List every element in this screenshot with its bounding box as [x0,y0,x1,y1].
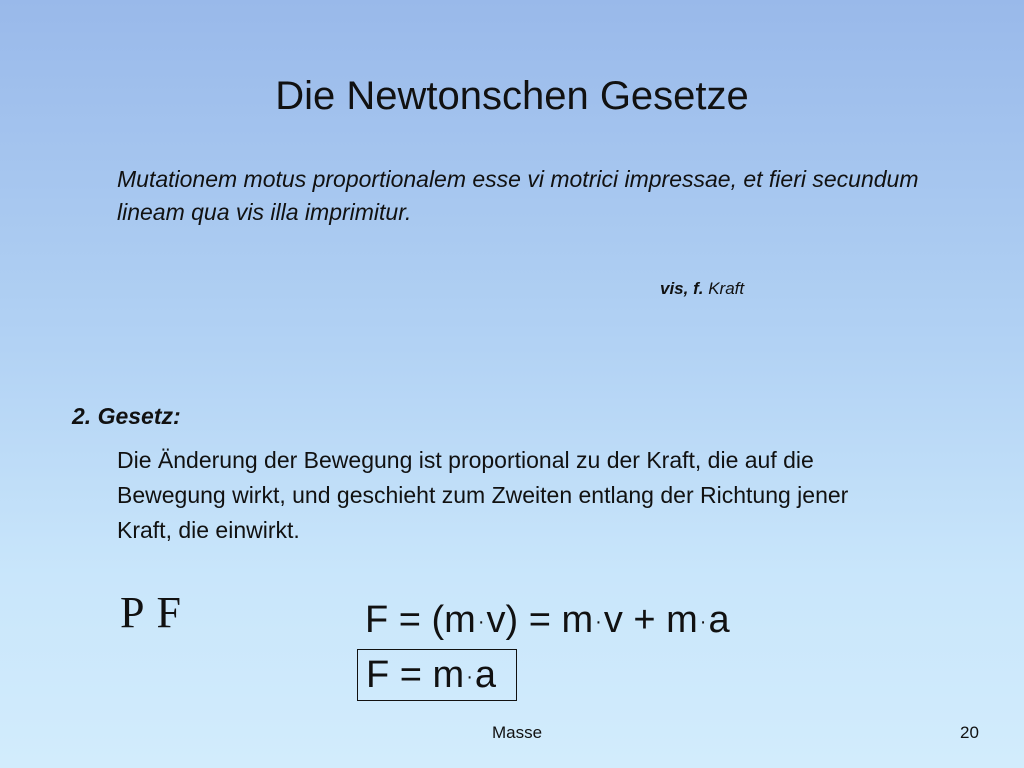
vocabulary-note [660,278,744,300]
formula-v-close: v) [486,599,519,641]
boxed-a: a [474,654,496,696]
law-heading: 2. Gesetz: [72,403,181,429]
formula-f: F [156,588,181,637]
formula-paren-m: (m [431,599,476,641]
boxed-lhs: F = m [366,654,465,696]
vocab-term: vis, f. [660,279,704,298]
formula-derivative [365,596,730,646]
formula-f-eq: F = [365,599,421,641]
vocab-meaning: Kraft [708,279,745,298]
formula-boxed [357,649,517,701]
slide-title: Die Newtonschen Gesetze [275,74,749,118]
formula-v-plus-m: v + m [603,599,698,641]
footer-label: Masse [491,723,543,742]
dot-operator-icon-3: · [699,610,707,633]
formula-a: a [708,599,730,641]
dot-operator-icon: · [477,610,485,633]
latin-quote: Mutationem motus proportionalem esse vi motrici impressae, et fieri secundum lineam qua vis illa imprimitur. [117,166,919,225]
formula-proportional [120,585,181,645]
formula-eq-m: = m [528,599,594,641]
formula-p: P [120,588,145,637]
page-number: 20 [960,723,979,742]
dot-operator-icon-2: · [595,610,602,633]
dot-operator-icon-4: · [466,665,473,688]
law-text: Die Änderung der Bewegung ist proportional zu der Kraft, die auf die Bewegung wirkt, und geschieht zum Zweiten entlang der Richtung jener Kraft, die einwirkt. [117,447,849,543]
